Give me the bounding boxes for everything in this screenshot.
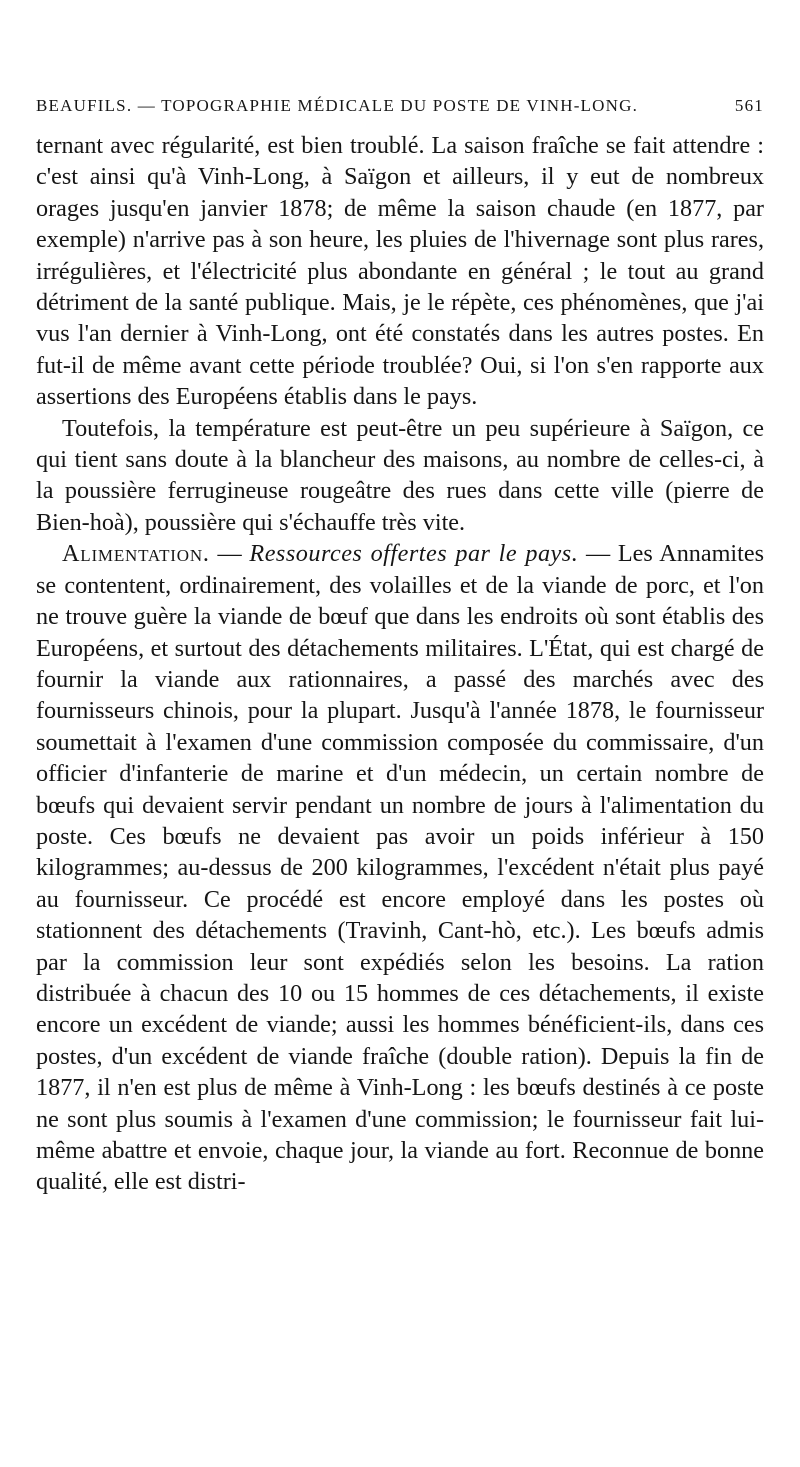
body-text bbox=[36, 130, 764, 1198]
paragraph-1: ternant avec régularité, est bien troublé. La saison fraîche se fait attendre : c'est ainsi qu'à Vinh-Long, à Saïgon et ailleurs, il y eut de nombreux orages jusqu'en janvier 1878; de même la saison chaude (en 1877, par exemple) n'arrive pas à son heure, les pluies de l'hivernage sont plus rares, irrégulières, et l'électricité plus abondante en général ; le tout au grand détriment de la santé publique. Mais, je le répète, ces phénomènes, que j'ai vus l'an dernier à Vinh-Long, ont été constatés dans les autres postes. En fut-il de même avant cette période troublée? Oui, si l'on s'en rapporte aux assertions des Européens établis dans le pays. bbox=[36, 132, 764, 411]
header-title: TOPOGRAPHIE MÉDICALE DU POSTE DE VINH-LONG. bbox=[161, 96, 639, 115]
section-text: Les Annamites se contentent, ordinairement, des volailles et de la viande de porc, et l'on ne trouve guère la viande de bœuf que dans les endroits où sont établis des Européens, et surtout des détachements militaires. L'État, qui est chargé de fournir la viande aux rationnaires, a passé des marchés avec des fournisseurs chinois, pour la plupart. Jusqu'à l'année 1878, le fournisseur soumettait à l'examen d'une commission composée du commissaire, d'un officier d'infanterie de marine et d'un médecin, un certain nombre de bœufs qui devaient servir pendant un nombre de jours à l'alimentation du poste. Ces bœufs ne devaient pas avoir un poids inférieur à 150 kilogrammes; au-dessus de 200 kilogrammes, l'excédent n'était plus payé au fournisseur. Ce procédé est encore employé dans les postes où stationnent des détachements (Travinh, Cant-hò, etc.). Les bœufs admis par la commission leur sont expédiés selon les besoins. La ration distribuée à chacun des 10 ou 15 hommes de ces détachements, il existe encore un excédent de viande; aussi les hommes bénéficient-ils, dans ces postes, d'un excédent de viande fraîche (double ration). Depuis la fin de 1877, il n'en est plus de même à Vinh-Long : les bœufs destinés à ce poste ne sont plus soumis à l'examen d'une commission; le fournisseur fait lui-même abattre et envoie, chaque jour, la viande au fort. Reconnue de bonne qualité, elle est distri- bbox=[36, 540, 765, 1196]
document-page bbox=[36, 96, 764, 1198]
header-author: BEAUFILS. bbox=[36, 96, 133, 115]
header-left bbox=[36, 96, 638, 116]
section-subheading: Ressources offertes par le pays. bbox=[249, 540, 579, 568]
section-paragraph bbox=[36, 538, 764, 1198]
section-heading: Alimentation. bbox=[62, 540, 210, 568]
header-dash: — bbox=[137, 96, 156, 115]
section-dash-1: — bbox=[217, 540, 242, 568]
paragraph-2: Toutefois, la température est peut-être un peu supérieure à Saïgon, ce qui tient sans doute à la blancheur des maisons, au nombre de celles-ci, à la poussière ferrugineuse rougeâtre des rues dans cette ville (pierre de Bien-hoà), poussière qui s'échauffe très vite. bbox=[36, 414, 764, 536]
section-dash-2: — bbox=[585, 540, 611, 568]
running-header bbox=[36, 96, 764, 130]
page-number: 561 bbox=[734, 96, 764, 115]
